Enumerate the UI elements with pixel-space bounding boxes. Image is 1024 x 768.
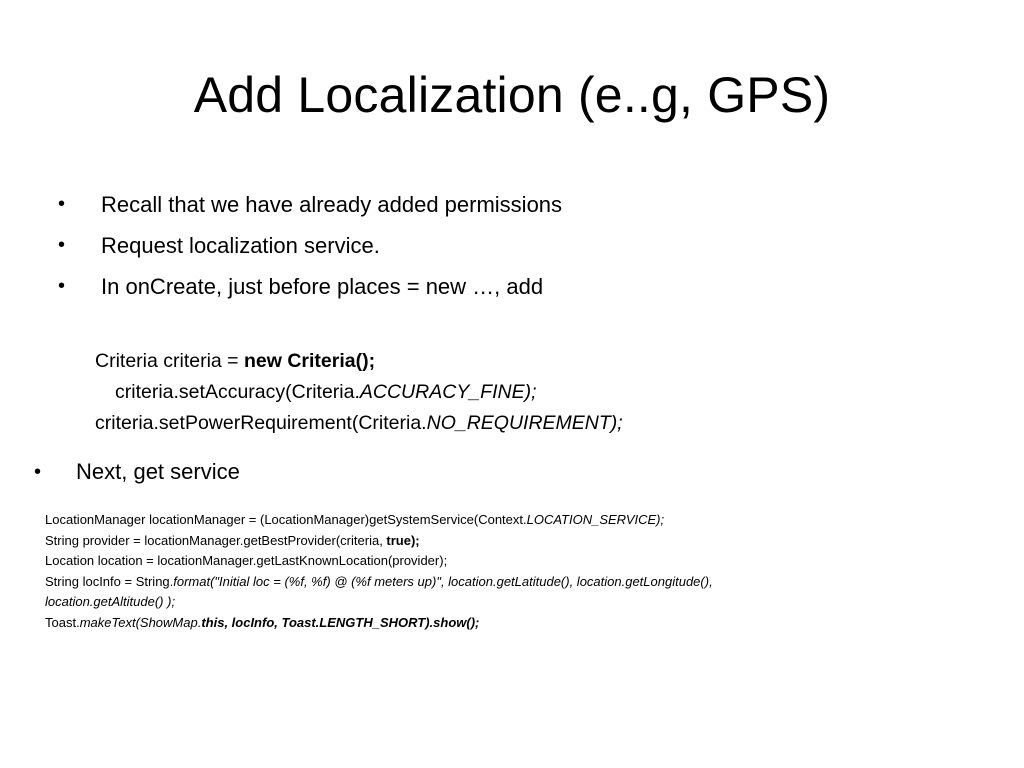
- code-keyword: new Criteria();: [244, 350, 376, 372]
- list-item: [58, 225, 562, 266]
- bullet-list: [58, 184, 562, 307]
- code-line: [45, 551, 995, 572]
- slide-title: Add Localization (e..g, GPS): [193, 67, 831, 123]
- code-line: [45, 531, 995, 552]
- bullet-icon: •: [58, 234, 66, 256]
- code-line: [95, 346, 623, 377]
- code-text: Toast.: [45, 614, 80, 630]
- code-line: [45, 613, 995, 634]
- bullet-icon: •: [58, 193, 66, 215]
- code-line: [45, 592, 995, 613]
- bullet-text: Request localization service.: [101, 233, 380, 258]
- bullet-text: Next, get service: [76, 459, 240, 484]
- code-call: location.getAltitude() );: [45, 594, 176, 609]
- bullet-icon: •: [34, 461, 42, 483]
- service-code-block: [45, 510, 995, 633]
- code-text: Location location = locationManager.getLastKnownLocation(provider);: [45, 553, 448, 568]
- bullet-text: In onCreate, just before places = new …, add: [101, 274, 544, 299]
- code-text: LocationManager locationManager = (LocationManager)getSystemService(Context.: [45, 512, 527, 527]
- code-text: Criteria criteria =: [95, 350, 244, 372]
- list-item: [58, 184, 562, 225]
- criteria-code-block: [95, 346, 623, 439]
- code-constant: NO_REQUIREMENT);: [426, 412, 623, 434]
- list-item: [58, 266, 562, 307]
- code-constant: LOCATION_SERVICE);: [526, 512, 665, 527]
- code-text: criteria.setAccuracy(Criteria.: [115, 381, 360, 403]
- code-keyword: true);: [386, 532, 420, 548]
- code-text: String provider = locationManager.getBestProvider(criteria,: [45, 532, 387, 548]
- code-constant: ACCURACY_FINE);: [359, 381, 537, 403]
- code-text: criteria.setPowerRequirement(Criteria.: [95, 412, 427, 434]
- code-line: [95, 408, 623, 439]
- code-call: makeText(ShowMap.: [79, 614, 202, 630]
- code-text: String locInfo = String.: [45, 573, 174, 589]
- code-line: [45, 572, 995, 593]
- code-line: [45, 510, 995, 531]
- bullet-icon: •: [58, 275, 66, 297]
- code-keyword: this, locInfo, Toast.LENGTH_SHORT).show();: [201, 614, 480, 630]
- code-call: format("Initial loc = (%f, %f) @ (%f meters up)", location.getLatitude(), location.getLongitude(),: [173, 573, 713, 589]
- list-item: [34, 455, 240, 489]
- code-line: [95, 377, 623, 408]
- bullet-text: Recall that we have already added permissions: [101, 192, 563, 217]
